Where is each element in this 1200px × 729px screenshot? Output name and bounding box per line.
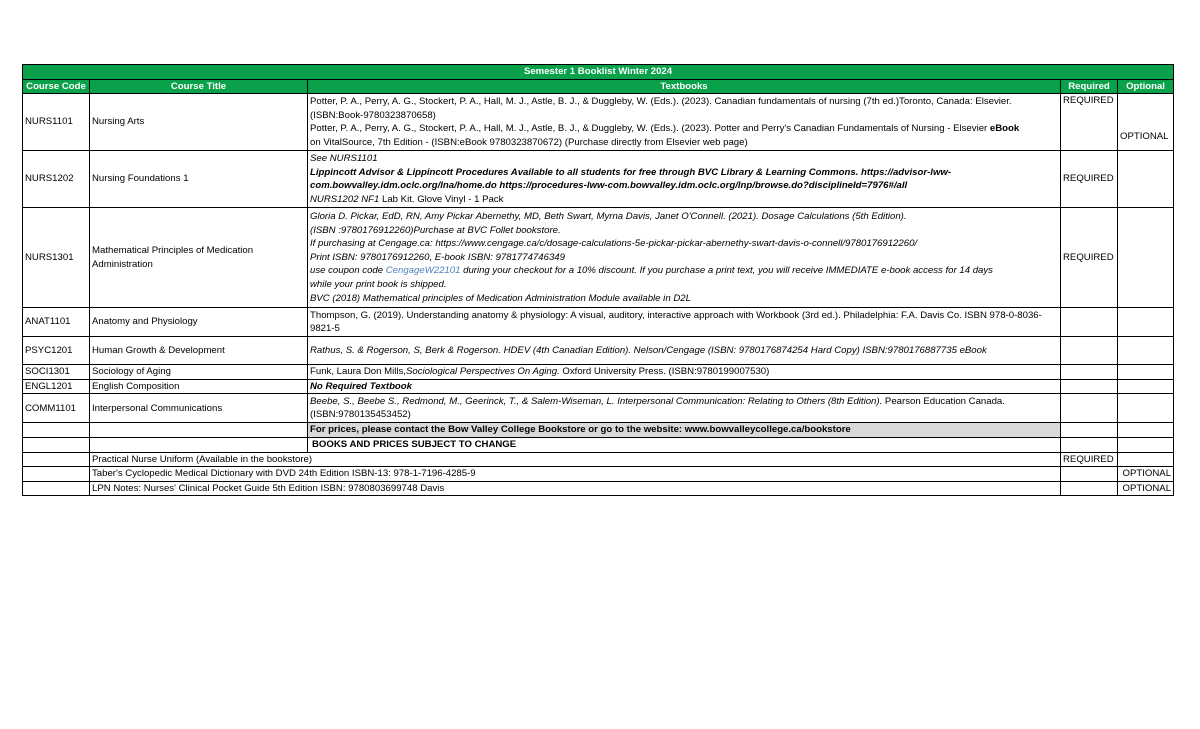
textbook-line: (ISBN:Book-9780323870658) [310,109,436,121]
textbook-line: (ISBN :9780176912260)Purchase at BVC Follet bookstore. [310,224,561,236]
textbooks-cell [308,94,1061,151]
table-row [23,452,1174,467]
textbook-text: Oxford University Press. (ISBN:9780199007530) [559,366,770,378]
optional-cell [1118,365,1174,380]
optional-cell [1118,379,1174,394]
textbook-text: NURS1202 NF1 [310,193,380,205]
course-title: English Composition [90,379,308,394]
textbooks-cell: Thompson, G. (2019). Understanding anatomy & physiology: A visual, auditory, interactive approach with Workbook (3rd ed.). Philadelphia: F.A. Davis Co. ISBN 978-0-8036-9821-5 [308,308,1061,337]
table-row [23,94,1174,151]
course-code: ENGL1201 [23,379,90,394]
empty-cell [1118,437,1174,452]
optional-cell: OPTIONAL [1118,467,1174,482]
empty-cell [23,452,90,467]
optional-cell: OPTIONAL [1118,94,1174,151]
table-row [23,379,1174,394]
empty-cell [1118,423,1174,438]
textbook-line [310,193,1058,207]
table-row [23,151,1174,208]
table-row [23,467,1174,482]
required-cell [1061,365,1118,380]
course-title: Nursing Arts [90,94,308,151]
textbook-text: Beebe, S., Beebe S., Redmond, M., Geerinck, T., & Salem-Wiseman, L. Interpersonal Communication: Relating to Others (8th Edition). [310,395,883,407]
prices-note: For prices, please contact the Bow Valley College Bookstore or go to the website: www.bowvalleycollege.ca/bookstore [308,423,1061,438]
textbook-line: while your print book is shipped. [310,279,447,291]
empty-cell [90,423,308,438]
required-cell: REQUIRED [1061,151,1118,208]
course-code: SOCI1301 [23,365,90,380]
required-cell [1061,308,1118,337]
header-course-code: Course Code [23,79,90,94]
textbook-line: on VitalSource, 7th Edition - (ISBN:eBook 9780323870672) (Purchase directly from Elsevier web page) [310,136,748,148]
empty-cell [23,481,90,496]
table-row [23,394,1174,423]
textbook-line: com.bowvalley.idm.oclc.org/lna/home.do https://procedures-lww-com.bowvalley.idm.oclc.org/lnp/browse.do?disciplineId=7976#/all [310,180,908,192]
textbooks-cell [308,208,1061,308]
course-code: COMM1101 [23,394,90,423]
required-cell: REQUIRED [1061,208,1118,308]
course-title: Mathematical Principles of Medication Administration [90,208,308,308]
course-title: Anatomy and Physiology [90,308,308,337]
optional-cell [1118,452,1174,467]
table-row [23,208,1174,308]
table-title: Semester 1 Booklist Winter 2024 [23,65,1174,80]
required-cell [1061,379,1118,394]
subject-to-change-note: BOOKS AND PRICES SUBJECT TO CHANGE [308,437,1061,452]
required-cell: REQUIRED [1061,94,1118,151]
empty-cell [23,467,90,482]
course-title: Human Growth & Development [90,337,308,365]
table-row [23,437,1174,452]
course-code: NURS1202 [23,151,90,208]
textbooks-cell: Rathus, S. & Rogerson, S, Berk & Rogerson. HDEV (4th Canadian Edition). Nelson/Cengage (ISBN: 9780176874254 Hard Copy) ISBN:9780176887735 eBook [308,337,1061,365]
textbook-text: Potter, P. A., Perry, A. G., Stockert, P. A., Hall, M. J., Astle, B. J., & Duggleby, W. (Eds.). (2023). Potter and Perry's Canadian Fundamentals of Nursing - Elsevier [310,123,990,135]
course-code: ANAT1101 [23,308,90,337]
booklist-table [22,64,1174,496]
course-title: Nursing Foundations 1 [90,151,308,208]
course-code: NURS1101 [23,94,90,151]
textbooks-cell: No Required Textbook [308,379,1061,394]
course-code: PSYC1201 [23,337,90,365]
textbook-line: (ISBN:9780135453452) [310,409,411,421]
required-cell [1061,337,1118,365]
empty-cell [23,437,90,452]
textbook-line: See NURS1101 [310,153,378,164]
textbook-line: Potter, P. A., Perry, A. G., Stockert, P. A., Hall, M. J., Astle, B. J., & Duggleby, W. (Eds.). (2023). Canadian fundamentals of nursing (7th ed.)Toronto, Canada: Elsevier. [310,96,1012,107]
extra-item: LPN Notes: Nurses' Clinical Pocket Guide 5th Edition ISBN: 9780803699748 Davis [90,481,1061,496]
required-cell [1061,481,1118,496]
textbook-title: Sociological Perspectives On Aging. [405,366,560,378]
course-code: NURS1301 [23,208,90,308]
header-textbooks: Textbooks [308,79,1061,94]
textbook-text: use coupon code [310,265,386,277]
empty-cell [1061,437,1118,452]
textbook-line: Lippincott Advisor & Lippincott Procedures Available to all students for free through BVC Library & Learning Commons. https://advisor-lww- [310,166,952,178]
optional-cell [1118,308,1174,337]
empty-cell [1061,423,1118,438]
textbook-line: Gloria D. Pickar, EdD, RN, Amy Pickar Abernethy, MD, Beth Swart, Myrna Davis, Janet O'Connell. (2021). Dosage Calculations (5th Edition). [310,211,907,223]
ebook-label: eBook [989,123,1020,135]
empty-cell [90,437,308,452]
textbooks-cell [308,151,1061,208]
textbook-line: Print ISBN: 9780176912260, E-book ISBN: 9781774746349 [310,251,565,263]
textbook-line [310,395,1058,409]
table-row [23,481,1174,496]
extra-item: Practical Nurse Uniform (Available in the bookstore) [90,452,1061,467]
extra-item: Taber's Cyclopedic Medical Dictionary with DVD 24th Edition ISBN-13: 978-1-7196-4285-9 [90,467,1061,482]
textbook-text: Lab Kit. Glove Vinyl - 1 Pack [379,193,504,205]
textbook-text: Pearson Education Canada. [882,395,1005,407]
table-row [23,337,1174,365]
optional-cell [1118,394,1174,423]
empty-cell [23,423,90,438]
optional-cell [1118,208,1174,308]
textbook-line [310,122,1058,136]
optional-cell [1118,151,1174,208]
textbook-text: during your checkout for a 10% discount. If you purchase a print text, you will receive IMMEDIATE e-book access for 14 days [460,265,993,277]
coupon-code: CengageW22101 [385,265,461,277]
header-required: Required [1061,79,1118,94]
header-optional: Optional [1118,79,1174,94]
required-cell [1061,394,1118,423]
header-course-title: Course Title [90,79,308,94]
required-cell: REQUIRED [1061,452,1118,467]
textbook-text: Funk, Laura Don Mills, [310,366,406,378]
required-cell [1061,467,1118,482]
textbook-line: If purchasing at Cengage.ca: https://www.cengage.ca/c/dosage-calculations-5e-pickar-pickar-abernethy-swart-davis-o-connell/9780176912260/ [310,238,918,250]
course-title: Sociology of Aging [90,365,308,380]
textbook-line [310,264,1058,278]
table-row [23,308,1174,337]
optional-cell: OPTIONAL [1118,481,1174,496]
textbooks-cell [308,365,1061,380]
table-row [23,423,1174,438]
textbooks-cell [308,394,1061,423]
table-row [23,365,1174,380]
textbook-line: BVC (2018) Mathematical principles of Medication Administration Module available in D2L [310,292,691,304]
course-title: Interpersonal Communications [90,394,308,423]
optional-cell [1118,337,1174,365]
